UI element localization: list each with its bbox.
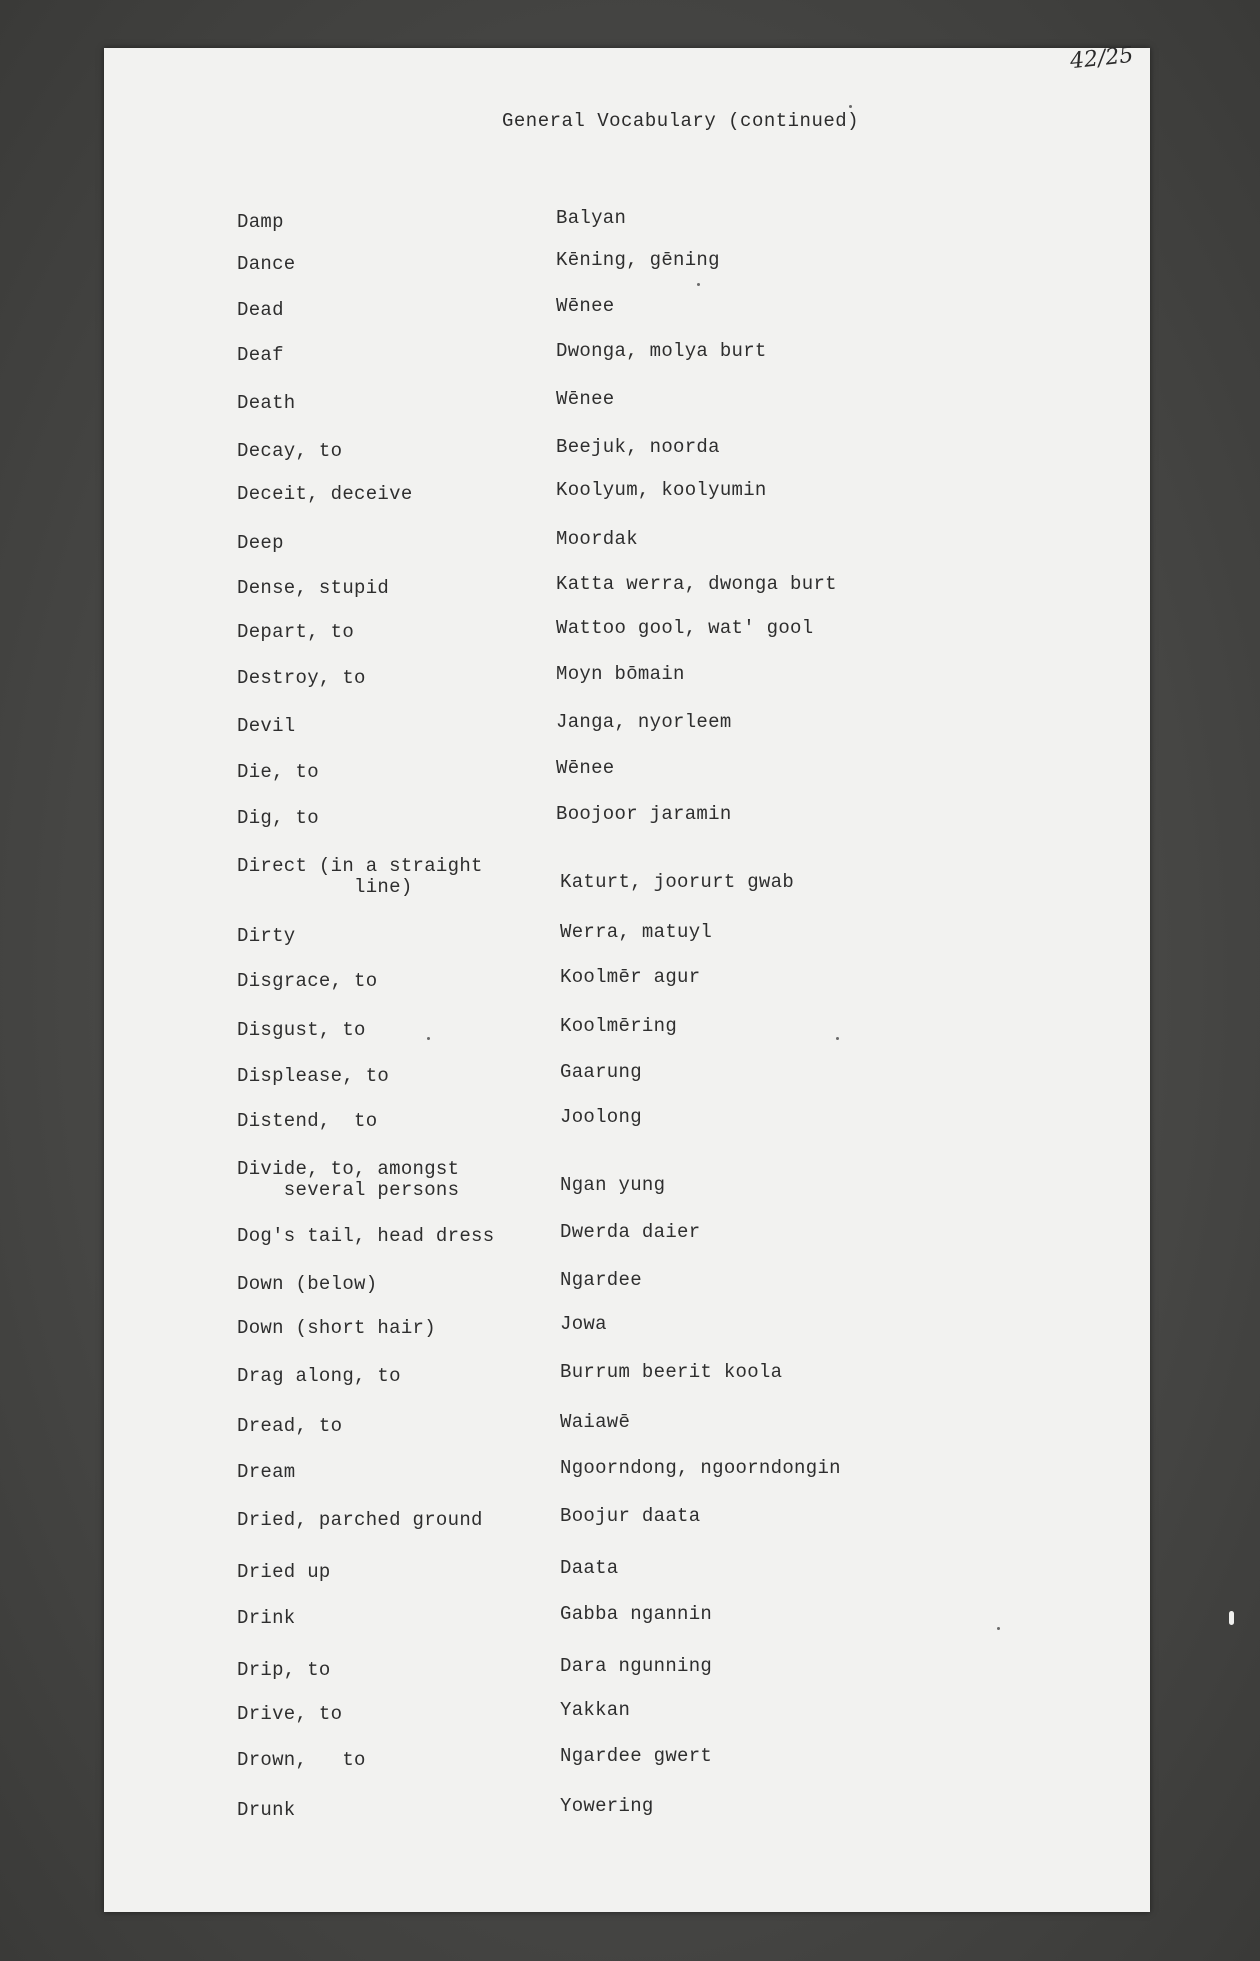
entry-term: Deep: [237, 532, 284, 554]
entry-translation: Janga, nyorleem: [556, 711, 732, 733]
entry-translation: Gaarung: [560, 1061, 642, 1083]
entry-translation: Ngardee gwert: [560, 1745, 713, 1767]
scan-speck: [836, 1037, 839, 1040]
entry-translation: Jowa: [560, 1313, 607, 1335]
entry-translation: Gabba ngannin: [560, 1603, 713, 1625]
entry-translation: Yakkan: [560, 1699, 631, 1721]
entry-term: Disgust, to: [237, 1019, 366, 1041]
page-title: General Vocabulary (continued): [502, 110, 860, 132]
entry-term: Death: [237, 392, 296, 414]
entry-translation: Wēnee: [556, 295, 615, 317]
entry-term: Drink: [237, 1607, 296, 1629]
entry-term: Deceit, deceive: [237, 483, 413, 505]
entry-term: Dried up: [237, 1561, 331, 1583]
entry-term: Dried, parched ground: [237, 1509, 483, 1531]
entry-term: Distend, to: [237, 1110, 378, 1132]
entry-term: Dance: [237, 253, 296, 275]
entry-translation: Burrum beerit koola: [560, 1361, 783, 1383]
entry-term: Dirty: [237, 925, 296, 947]
entry-term: Down (short hair): [237, 1317, 436, 1339]
entry-translation: Katurt, joorurt gwab: [560, 871, 795, 893]
entry-translation: Ngoorndong, ngoorndongin: [560, 1457, 841, 1479]
entry-translation: Moyn bōmain: [556, 663, 685, 685]
entry-term: Drown, to: [237, 1749, 366, 1771]
scan-speck: [997, 1627, 1000, 1630]
entry-term: Devil: [237, 715, 296, 737]
entry-term: Down (below): [237, 1273, 378, 1295]
entry-term: Dread, to: [237, 1415, 343, 1437]
entry-term: Dense, stupid: [237, 577, 390, 599]
entry-translation: Wēnee: [556, 757, 615, 779]
entry-translation: Boojur daata: [560, 1505, 701, 1527]
entry-translation: Ngan yung: [560, 1174, 666, 1196]
entry-term: Displease, to: [237, 1065, 390, 1087]
entry-translation: Yowering: [560, 1795, 654, 1817]
entry-translation: Koolyum, koolyumin: [556, 479, 767, 501]
entry-term: Dog's tail, head dress: [237, 1225, 495, 1247]
entry-term: Drunk: [237, 1799, 296, 1821]
entry-term: Die, to: [237, 761, 319, 783]
entry-translation: Dwonga, molya burt: [556, 340, 767, 362]
entry-term: Depart, to: [237, 621, 355, 643]
entry-term: Damp: [237, 211, 284, 233]
entry-translation: Werra, matuyl: [560, 921, 713, 943]
entry-translation: Koolmēring: [560, 1015, 678, 1037]
entry-term: Drag along, to: [237, 1365, 401, 1387]
entry-term: Dream: [237, 1461, 296, 1483]
entry-translation: Waiawē: [560, 1411, 631, 1433]
entry-translation: Moordak: [556, 528, 638, 550]
entry-term: Divide, to, amongst several persons: [237, 1158, 460, 1201]
entry-translation: Wēnee: [556, 388, 615, 410]
entry-translation: Beejuk, noorda: [556, 436, 720, 458]
entry-translation: Dara ngunning: [560, 1655, 713, 1677]
entry-term: Drive, to: [237, 1703, 343, 1725]
entry-translation: Dwerda daier: [560, 1221, 701, 1243]
scan-mark: [1229, 1611, 1234, 1625]
page-number: 42/25: [1068, 42, 1135, 75]
entry-translation: Daata: [560, 1557, 619, 1579]
entry-translation: Boojoor jaramin: [556, 803, 732, 825]
entry-term: Dig, to: [237, 807, 319, 829]
entry-translation: Koolmēr agur: [560, 966, 701, 988]
entry-term: Drip, to: [237, 1659, 331, 1681]
scan-speck: [427, 1037, 430, 1040]
scan-speck: [697, 283, 700, 286]
entry-translation: Ngardee: [560, 1269, 642, 1291]
entry-translation: Wattoo gool, wat' gool: [556, 617, 814, 639]
entry-term: Dead: [237, 299, 284, 321]
entry-term: Decay, to: [237, 440, 343, 462]
entry-translation: Balyan: [556, 207, 627, 229]
entry-term: Direct (in a straight line): [237, 855, 483, 898]
entry-translation: Joolong: [560, 1106, 642, 1128]
entry-translation: Kēning, gēning: [556, 249, 720, 271]
entry-term: Destroy, to: [237, 667, 366, 689]
entry-term: Deaf: [237, 344, 284, 366]
scan-speck: [849, 105, 852, 108]
entry-term: Disgrace, to: [237, 970, 378, 992]
entry-translation: Katta werra, dwonga burt: [556, 573, 837, 595]
